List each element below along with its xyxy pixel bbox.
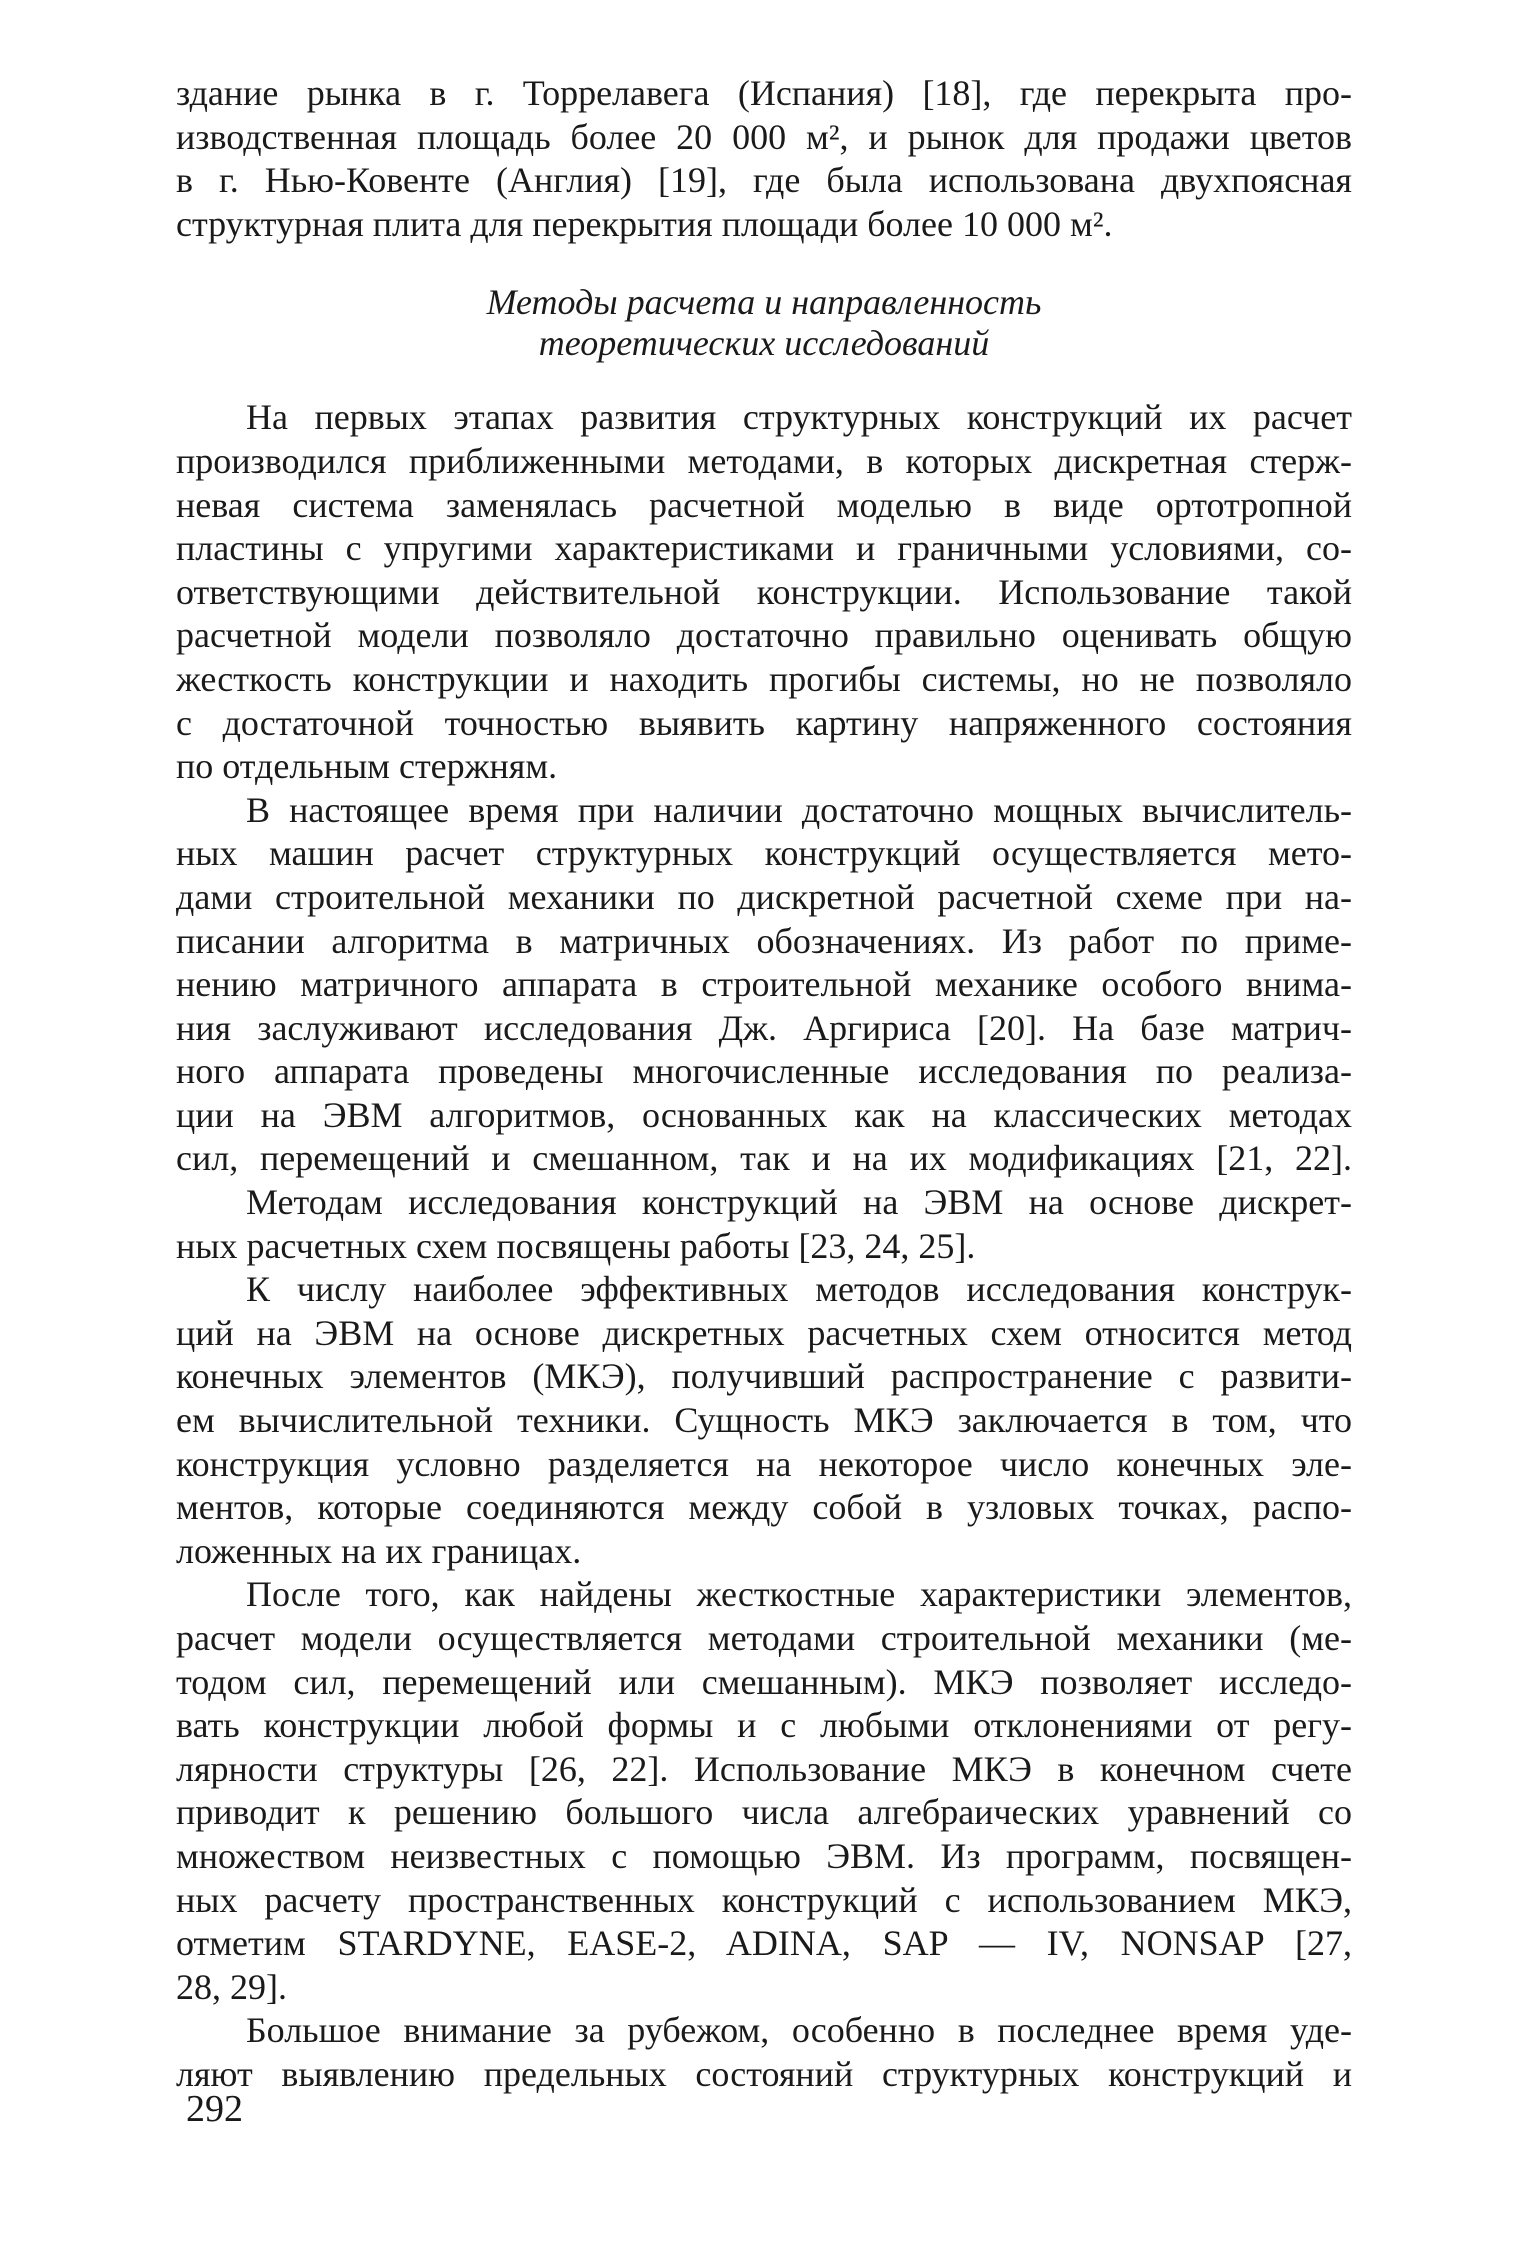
paragraph-fem-programs bbox=[176, 1573, 1352, 2009]
text-line: ложенных на их границах. bbox=[176, 1530, 582, 1571]
text-line: изводственная площадь более 20 000 м², и рынок для продажи цветов bbox=[176, 116, 1352, 157]
text-line: производился приближенными методами, в которых дискретная стерж- bbox=[176, 440, 1352, 481]
text-line: по отдельным стержням. bbox=[176, 746, 558, 787]
text-line: лярности структуры [26, 22]. Использование МКЭ в конечном счете bbox=[176, 1748, 1352, 1789]
text-line: писании алгоритма в матричных обозначениях. Из работ по приме- bbox=[176, 920, 1352, 961]
paragraph-limit-states bbox=[176, 2009, 1352, 2096]
text-line: ных расчету пространственных конструкций с использованием МКЭ, bbox=[176, 1879, 1352, 1920]
text-line: ных машин расчет структурных конструкций осуществляется мето- bbox=[176, 833, 1352, 874]
text-line: приводит к решению большого числа алгебраических уравнений со bbox=[176, 1792, 1352, 1833]
text-line: ния заслуживают исследования Дж. Аргириса [20]. На базе матрич- bbox=[176, 1007, 1352, 1048]
heading-line: теоретических исследований bbox=[538, 323, 990, 364]
text-line: ответствующими действительной конструкции. Использование такой bbox=[176, 571, 1352, 612]
text-line: пластины с упругими характеристиками и граничными условиями, со- bbox=[176, 528, 1352, 569]
text-line: дами строительной механики по дискретной расчетной схеме при на- bbox=[176, 876, 1352, 917]
text-line: расчет модели осуществляется методами строительной механики (ме- bbox=[176, 1618, 1352, 1658]
text-line: конечных элементов (МКЭ), получивший распространение с развити- bbox=[176, 1356, 1352, 1397]
text-line: в г. Нью-Ковенте (Англия) [19], где была использована двухпоясная bbox=[176, 160, 1352, 201]
text-line: В настоящее время при наличии достаточно мощных вычислитель- bbox=[246, 789, 1352, 830]
text-line: здание рынка в г. Торрелавега (Испания) [18], где перекрыта про- bbox=[176, 73, 1352, 113]
section-heading bbox=[176, 282, 1352, 364]
text-line: К числу наиболее эффективных методов исследования конструк- bbox=[246, 1269, 1352, 1310]
text-line: 28, 29]. bbox=[176, 1966, 287, 2007]
text-line: Методам исследования конструкций на ЭВМ на основе дискрет- bbox=[246, 1182, 1352, 1223]
paragraph-matrix-methods bbox=[176, 789, 1352, 1181]
text-line: Большое внимание за рубежом, особенно в последнее время уде- bbox=[246, 2010, 1352, 2051]
text-line: После того, как найдены жесткостные характеристики элементов, bbox=[246, 1574, 1352, 1615]
text-line: ции на ЭВМ алгоритмов, основанных как на классических методах bbox=[176, 1094, 1352, 1135]
text-line: нению матричного аппарата в строительной механике особого внима- bbox=[176, 964, 1352, 1005]
text-line: с достаточной точностью выявить картину напряженного состояния bbox=[176, 702, 1352, 743]
text-line: жесткость конструкции и находить прогибы системы, но не позволяло bbox=[176, 658, 1352, 699]
text-line: тодом сил, перемещений или смешанным). МКЭ позволяет исследо- bbox=[176, 1661, 1352, 1702]
paragraph-fem bbox=[176, 1268, 1352, 1573]
text-line: ций на ЭВМ на основе дискретных расчетных схем относится метод bbox=[176, 1312, 1352, 1353]
paragraph-discrete-schemes bbox=[176, 1181, 1352, 1268]
heading-line: Методы расчета и направленность bbox=[486, 282, 1042, 323]
text-line: конструкция условно разделяется на некоторое число конечных эле- bbox=[176, 1443, 1352, 1484]
text-line: невая система заменялась расчетной моделью в виде ортотропной bbox=[176, 484, 1352, 525]
intro-paragraph bbox=[176, 72, 1352, 246]
text-line: расчетной модели позволяло достаточно правильно оценивать общую bbox=[176, 615, 1352, 656]
text-line: ем вычислительной техники. Сущность МКЭ заключается в том, что bbox=[176, 1400, 1352, 1441]
text-line: множеством неизвестных с помощью ЭВМ. Из программ, посвящен- bbox=[176, 1835, 1352, 1876]
text-line: структурная плита для перекрытия площади более 10 000 м². bbox=[176, 203, 1113, 244]
paragraph-approximate-methods bbox=[176, 396, 1352, 788]
text-line: сил, перемещений и смешанном, так и на их модификациях [21, 22]. bbox=[176, 1138, 1352, 1179]
text-line: ного аппарата проведены многочисленные исследования по реализа- bbox=[176, 1051, 1352, 1092]
text-line: ментов, которые соединяются между собой в узловых точках, распо- bbox=[176, 1487, 1352, 1528]
page-number: 292 bbox=[186, 2088, 243, 2130]
text-line: ляют выявлению предельных состояний структурных конструкций и bbox=[176, 2053, 1352, 2094]
page-content bbox=[176, 72, 1352, 2097]
text-line: вать конструкции любой формы и с любыми отклонениями от регу- bbox=[176, 1705, 1352, 1746]
text-line: ных расчетных схем посвящены работы [23, 24, 25]. bbox=[176, 1225, 976, 1266]
text-line: На первых этапах развития структурных конструкций их расчет bbox=[246, 397, 1352, 438]
text-line: отметим STARDYNE, EASE-2, ADINA, SAP — IV, NONSAP [27, bbox=[176, 1923, 1352, 1964]
